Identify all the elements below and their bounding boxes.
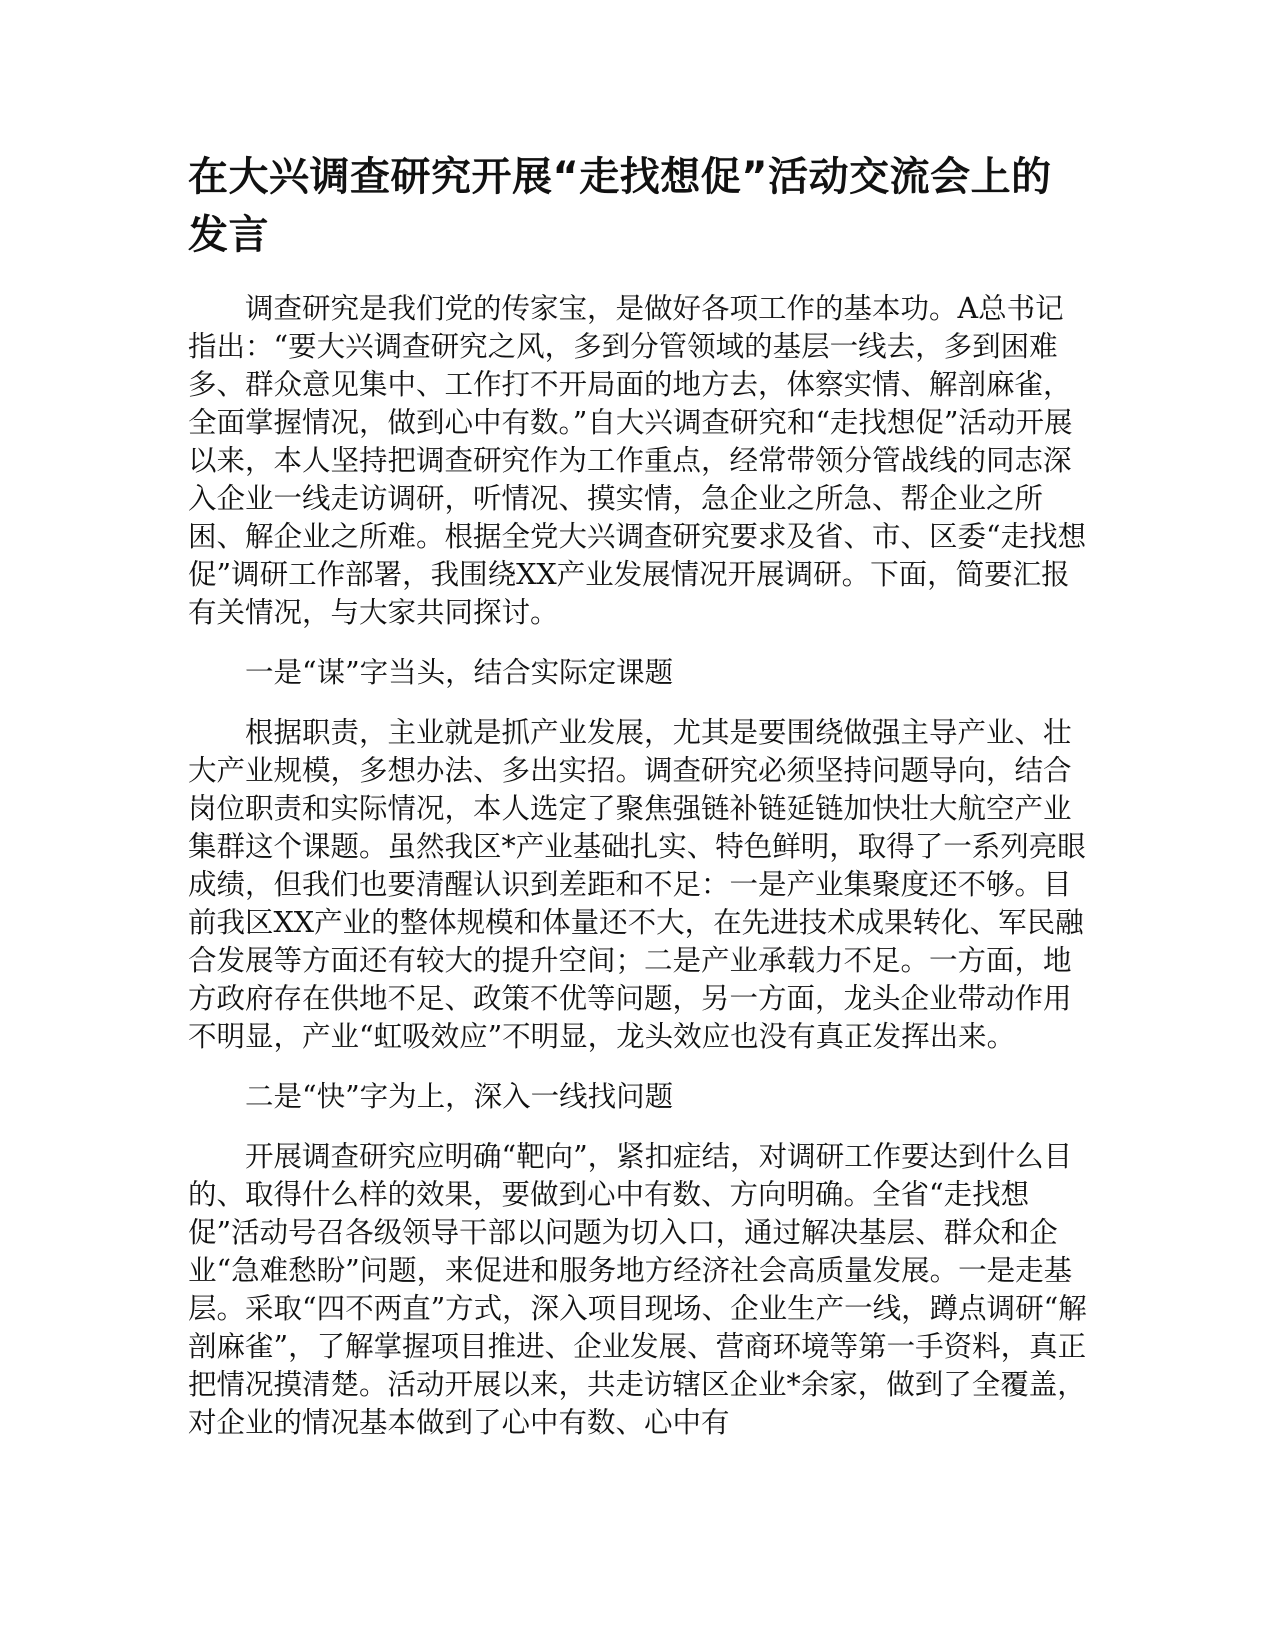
document-title: 在大兴调查研究开展“走找想促”活动交流会上的发言 [188, 154, 1052, 258]
section-1-paragraph: 根据职责，主业就是抓产业发展，尤其是要围绕做强主导产业、壮大产业规模，多想办法、多出实招。调查研究必须坚持问题导向，结合岗位职责和实际情况，本人选定了聚焦强链补链延链加快壮大航空产业集群这个课题。虽然我区*产业基础扎实、特色鲜明，取得了一系列亮眼成绩，但我们也要清醒认识到差距和不足：一是产业集聚度还不够。目前我区XX产业的整体规模和体量还不大，在先进技术成果转化、军民融合发展等方面还有较大的提升空间；二是产业承载力不足。一方面，地方政府存在供地不足、政策不优等问题，另一方面，龙头企业带动作用不明显，产业“虹吸效应”不明显，龙头效应也没有真正发挥出来。 [188, 716, 1086, 1053]
intro-paragraph: 调查研究是我们党的传家宝，是做好各项工作的基本功。A总书记指出：“要大兴调查研究之风，多到分管领域的基层一线去，多到困难多、群众意见集中、工作打不开局面的地方去，体察实情、解剖麻雀，全面掌握情况，做到心中有数。”自大兴调查研究和“走找想促”活动开展以来，本人坚持把调查研究作为工作重点，经常带领分管战线的同志深入企业一线走访调研，听情况、摸实情，急企业之所急、帮企业之所困、解企业之所难。根据全党大兴调查研究要求及省、市、区委“走找想促”调研工作部署，我围绕XX产业发展情况开展调研。下面，简要汇报有关情况，与大家共同探讨。 [188, 292, 1087, 629]
section-2-heading: 二是“快”字为上，深入一线找问题 [245, 1080, 674, 1113]
section-2-paragraph: 开展调查研究应明确“靶向”，紧扣症结，对调研工作要达到什么目的、取得什么样的效果，要做到心中有数、方向明确。全省“走找想促”活动号召各级领导干部以问题为切入口，通过解决基层、群众和企业“急难愁盼”问题，来促进和服务地方经济社会高质量发展。一是走基层。采取“四不两直”方式，深入项目现场、企业生产一线，蹲点调研“解剖麻雀”，了解掌握项目推进、企业发展、营商环境等第一手资料，真正把情况摸清楚。活动开展以来，共走访辖区企业*余家，做到了全覆盖，对企业的情况基本做到了心中有数、心中有 [188, 1140, 1087, 1439]
section-1-heading: 一是“谋”字当头，结合实际定课题 [245, 656, 674, 689]
document-content [188, 148, 1088, 1442]
